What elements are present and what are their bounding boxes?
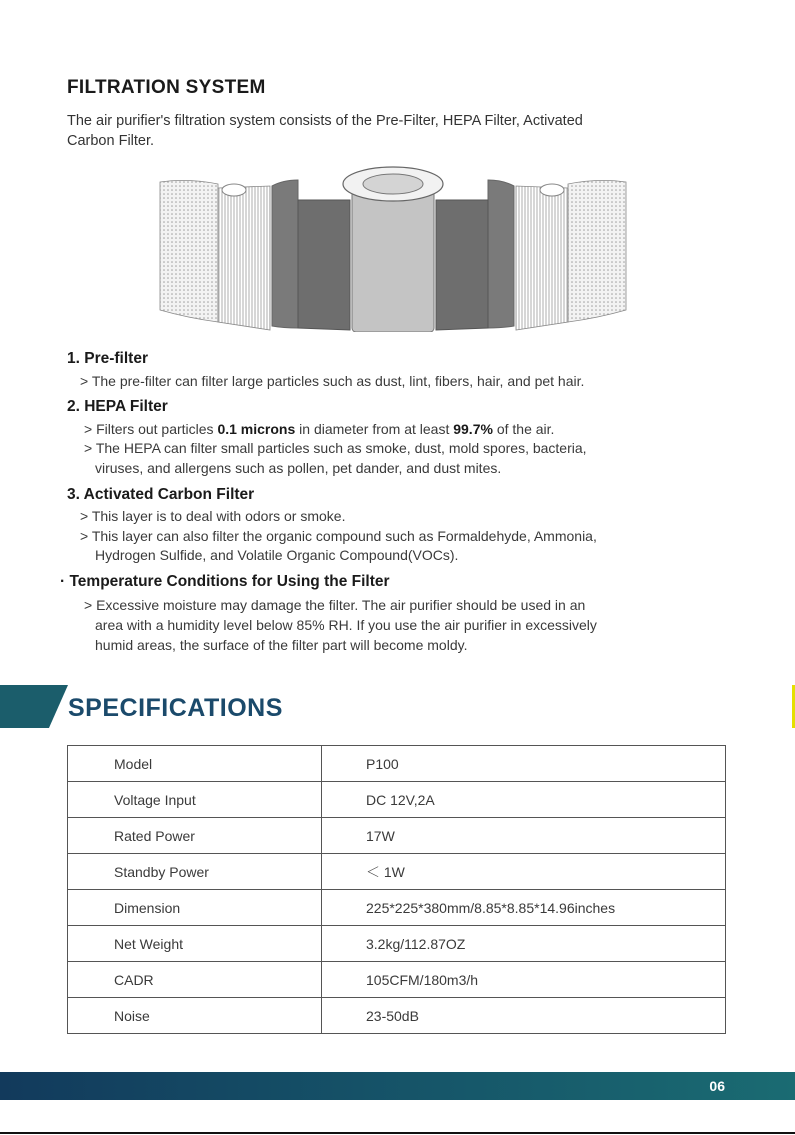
table-row: CADR 105CFM/180m3/h <box>68 962 726 998</box>
section-title-prefilter: 1. Pre-filter <box>67 350 148 367</box>
page-footer-band <box>0 1072 795 1100</box>
table-row: Voltage Input DC 12V,2A <box>68 782 726 818</box>
intro-paragraph: The air purifier's filtration system consists of the Pre-Filter, HEPA Filter, Activated Carbon Filter. <box>67 113 583 149</box>
carbon-line-2-cont: Hydrogen Sulfide, and Volatile Organic Compound(VOCs). <box>95 547 459 563</box>
prefilter-line-1: > The pre-filter can filter large particles such as dust, lint, fibers, hair, and pet hair. <box>80 373 585 389</box>
bottom-rule <box>0 1132 795 1134</box>
hepa-line-2-cont: viruses, and allergens such as pollen, pet dander, and dust mites. <box>95 460 502 476</box>
carbon-line-1: > This layer is to deal with odors or smoke. <box>80 508 346 524</box>
table-row: Model P100 <box>68 746 726 782</box>
temperature-line-1: > Excessive moisture may damage the filter. The air purifier should be used in an <box>84 597 586 613</box>
temperature-line-1-cont2: humid areas, the surface of the filter part will become moldy. <box>95 637 468 653</box>
page-number: 06 <box>709 1078 725 1094</box>
specifications-title: SPECIFICATIONS <box>68 694 283 722</box>
table-row: Net Weight 3.2kg/112.87OZ <box>68 926 726 962</box>
spec-accent-band <box>0 685 68 728</box>
temperature-line-1-cont1: area with a humidity level below 85% RH. If you use the air purifier in excessively <box>95 617 597 633</box>
filter-layers-illustration <box>158 160 628 332</box>
table-row: Noise 23-50dB <box>68 998 726 1034</box>
hepa-line-1: > Filters out particles 0.1 microns in diameter from at least 99.7% of the air. <box>84 421 555 437</box>
table-row: Rated Power 17W <box>68 818 726 854</box>
page-title: FILTRATION SYSTEM <box>67 77 266 98</box>
section-title-hepa: 2. HEPA Filter <box>67 398 168 415</box>
specifications-table <box>67 745 726 1034</box>
carbon-line-2: > This layer can also filter the organic compound such as Formaldehyde, Ammonia, <box>80 528 597 544</box>
section-title-temperature: · Temperature Conditions for Using the Filter <box>60 573 390 590</box>
section-title-carbon: 3. Activated Carbon Filter <box>67 486 255 503</box>
hepa-line-2: > The HEPA can filter small particles such as smoke, dust, mold spores, bacteria, <box>84 440 587 456</box>
table-row: Standby Power ＜ 1W <box>68 854 726 890</box>
table-row: Dimension 225*225*380mm/8.85*8.85*14.96inches <box>68 890 726 926</box>
